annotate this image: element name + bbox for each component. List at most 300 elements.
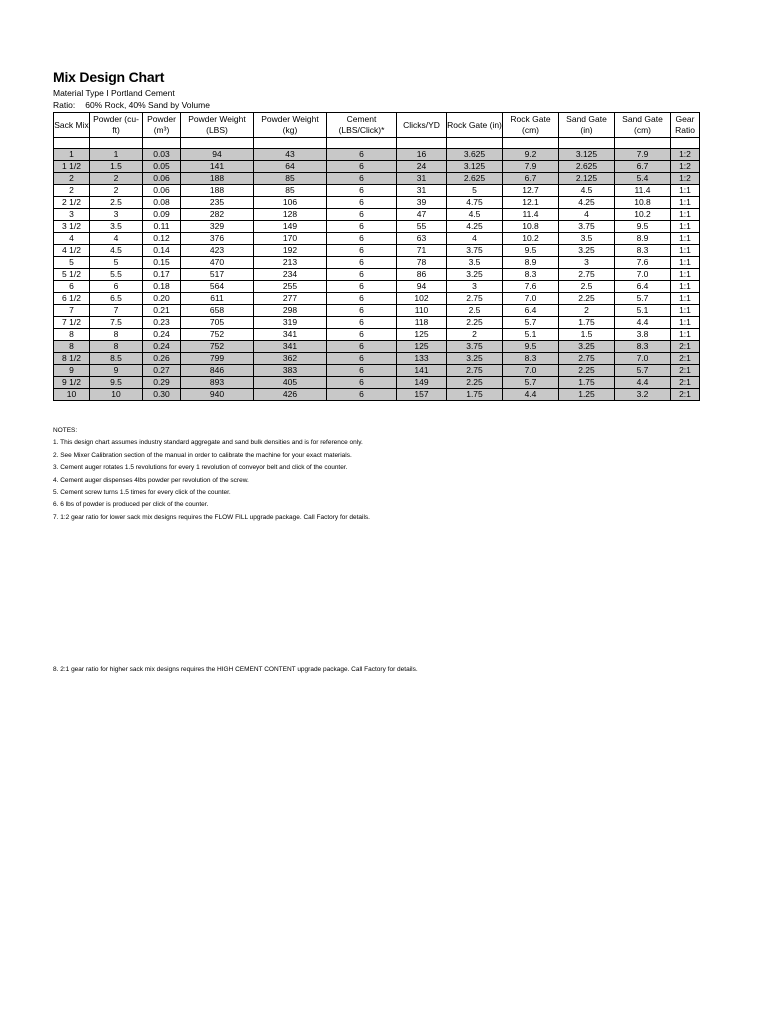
table-cell: 9.5 <box>503 341 559 353</box>
table-cell: 2 <box>90 185 143 197</box>
table-cell: 2.75 <box>447 365 503 377</box>
table-cell: 0.06 <box>143 173 181 185</box>
table-cell: 5 <box>447 185 503 197</box>
table-cell: 4 <box>447 233 503 245</box>
note-item: 2. See Mixer Calibration section of the manual in order to calibrate the machine for your exact materials. <box>53 451 352 459</box>
table-cell: 5 1/2 <box>54 269 90 281</box>
table-cell: 1.75 <box>559 317 615 329</box>
column-header: Powder (cu-ft) <box>90 113 143 138</box>
table-cell: 3.5 <box>559 233 615 245</box>
table-cell: 752 <box>181 329 254 341</box>
table-row <box>54 209 700 221</box>
table-cell: 1:1 <box>671 185 700 197</box>
table-cell: 3.75 <box>559 221 615 233</box>
table-cell: 4.25 <box>559 197 615 209</box>
table-cell: 1:2 <box>671 161 700 173</box>
table-cell: 11.4 <box>503 209 559 221</box>
table-cell: 752 <box>181 341 254 353</box>
table-cell: 10.8 <box>503 221 559 233</box>
table-cell: 1:1 <box>671 317 700 329</box>
table-cell: 5 <box>90 257 143 269</box>
column-header: Gear Ratio <box>671 113 700 138</box>
table-cell: 86 <box>397 269 447 281</box>
note-item: 6. 6 lbs of powder is produced per click of the counter. <box>53 501 209 509</box>
notes-section <box>53 425 370 524</box>
header-row <box>54 113 700 138</box>
table-cell: 383 <box>254 365 327 377</box>
table-cell: 11.4 <box>615 185 671 197</box>
table-cell: 1:1 <box>671 245 700 257</box>
table-cell: 1:1 <box>671 209 700 221</box>
table-cell: 8.3 <box>503 353 559 365</box>
table-cell: 5 <box>54 257 90 269</box>
table-cell: 2:1 <box>671 365 700 377</box>
table-cell: 39 <box>397 197 447 209</box>
table-cell: 611 <box>181 293 254 305</box>
table-cell: 5.7 <box>615 365 671 377</box>
table-cell: 141 <box>181 161 254 173</box>
table-cell: 6 <box>327 173 397 185</box>
table-cell: 3.8 <box>615 329 671 341</box>
table-cell: 3 <box>447 281 503 293</box>
column-header: Rock Gate (cm) <box>503 113 559 138</box>
table-cell: 128 <box>254 209 327 221</box>
table-cell: 8.3 <box>503 269 559 281</box>
table-cell: 1:1 <box>671 293 700 305</box>
table-cell: 7.0 <box>503 365 559 377</box>
table-cell: 6.7 <box>503 173 559 185</box>
table-cell: 8.9 <box>503 257 559 269</box>
table-cell: 2 <box>54 173 90 185</box>
table-cell: 0.29 <box>143 377 181 389</box>
table-cell: 6 <box>327 377 397 389</box>
note-8: 8. 2:1 gear ratio for higher sack mix designs requires the HIGH CEMENT CONTENT upgrade package. Call Factory for details. <box>53 666 418 673</box>
table-cell: 7 1/2 <box>54 317 90 329</box>
table-cell: 2.25 <box>559 293 615 305</box>
table-cell: 6 <box>327 353 397 365</box>
mix-design-table <box>53 112 700 401</box>
table-cell: 10 <box>90 389 143 401</box>
table-cell: 6.4 <box>615 281 671 293</box>
column-header: Sack Mix <box>54 113 90 138</box>
table-cell: 7.9 <box>615 149 671 161</box>
ratio-value: 60% Rock, 40% Sand by Volume <box>85 100 210 110</box>
table-cell: 71 <box>397 245 447 257</box>
table-cell: 9 <box>54 365 90 377</box>
table-cell: 423 <box>181 245 254 257</box>
table-cell: 6.4 <box>503 305 559 317</box>
table-row <box>54 293 700 305</box>
table-cell: 2:1 <box>671 389 700 401</box>
table-cell: 3.25 <box>559 341 615 353</box>
notes-heading: NOTES: <box>53 427 78 434</box>
table-cell: 3.25 <box>447 353 503 365</box>
table-cell: 2.75 <box>447 293 503 305</box>
table-cell: 5.1 <box>503 329 559 341</box>
table-cell: 277 <box>254 293 327 305</box>
table-cell: 376 <box>181 233 254 245</box>
table-cell: 2.75 <box>559 353 615 365</box>
table-cell: 1.25 <box>559 389 615 401</box>
table-cell: 6.5 <box>90 293 143 305</box>
table-cell: 7.0 <box>615 269 671 281</box>
table-cell: 6 <box>327 257 397 269</box>
table-cell: 133 <box>397 353 447 365</box>
table-cell: 0.17 <box>143 269 181 281</box>
table-cell: 7.9 <box>503 161 559 173</box>
table-cell: 8.3 <box>615 245 671 257</box>
table-cell: 0.26 <box>143 353 181 365</box>
table-cell: 1 <box>90 149 143 161</box>
table-cell: 188 <box>181 185 254 197</box>
table-cell: 1:1 <box>671 197 700 209</box>
table-cell: 7.0 <box>615 353 671 365</box>
table-cell: 9 <box>90 365 143 377</box>
table-cell: 141 <box>397 365 447 377</box>
table-cell: 2 <box>90 173 143 185</box>
table-row <box>54 305 700 317</box>
table-cell: 8 <box>54 341 90 353</box>
table-cell: 10 <box>54 389 90 401</box>
table-cell: 0.06 <box>143 185 181 197</box>
table-cell: 0.05 <box>143 161 181 173</box>
table-cell: 8 <box>54 329 90 341</box>
table-row <box>54 353 700 365</box>
table-cell: 235 <box>181 197 254 209</box>
table-cell: 8.5 <box>90 353 143 365</box>
table-cell: 7 <box>90 305 143 317</box>
table-cell: 6 <box>327 269 397 281</box>
table-cell: 4.75 <box>447 197 503 209</box>
table-cell: 125 <box>397 341 447 353</box>
table-cell: 125 <box>397 329 447 341</box>
table-cell: 282 <box>181 209 254 221</box>
table-cell: 9.5 <box>615 221 671 233</box>
table-cell: 213 <box>254 257 327 269</box>
table-cell: 64 <box>254 161 327 173</box>
table-cell: 1:1 <box>671 221 700 233</box>
table-cell: 10.2 <box>615 209 671 221</box>
column-header: Clicks/YD <box>397 113 447 138</box>
table-row <box>54 341 700 353</box>
table-cell: 8.9 <box>615 233 671 245</box>
table-cell: 2.25 <box>447 317 503 329</box>
table-cell: 43 <box>254 149 327 161</box>
table-cell: 940 <box>181 389 254 401</box>
table-cell: 2.5 <box>90 197 143 209</box>
table-cell: 7.6 <box>503 281 559 293</box>
table-cell: 1.5 <box>90 161 143 173</box>
table-cell: 1:2 <box>671 149 700 161</box>
table-cell: 3 1/2 <box>54 221 90 233</box>
table-cell: 12.1 <box>503 197 559 209</box>
table-cell: 6 <box>327 329 397 341</box>
table-row <box>54 197 700 209</box>
table-cell: 192 <box>254 245 327 257</box>
column-header: Powder Weight (kg) <box>254 113 327 138</box>
table-cell: 1.5 <box>559 329 615 341</box>
table-cell: 319 <box>254 317 327 329</box>
table-cell: 6 1/2 <box>54 293 90 305</box>
table-cell: 170 <box>254 233 327 245</box>
table-cell: 2 <box>559 305 615 317</box>
page-title: Mix Design Chart <box>53 69 165 85</box>
table-cell: 47 <box>397 209 447 221</box>
table-cell: 6 <box>327 161 397 173</box>
table-cell: 0.14 <box>143 245 181 257</box>
table-cell: 16 <box>397 149 447 161</box>
table-row <box>54 149 700 161</box>
table-cell: 1.75 <box>559 377 615 389</box>
table-cell: 6 <box>327 281 397 293</box>
table-cell: 12.7 <box>503 185 559 197</box>
table-cell: 1.75 <box>447 389 503 401</box>
column-header: Cement (LBS/Click)* <box>327 113 397 138</box>
table-cell: 6 <box>327 341 397 353</box>
table-cell: 85 <box>254 185 327 197</box>
table-cell: 2.125 <box>559 173 615 185</box>
table-cell: 3.25 <box>447 269 503 281</box>
table-cell: 2.5 <box>559 281 615 293</box>
table-cell: 78 <box>397 257 447 269</box>
table-cell: 255 <box>254 281 327 293</box>
table-cell: 8 <box>90 341 143 353</box>
table-cell: 3.75 <box>447 245 503 257</box>
table-cell: 6 <box>327 197 397 209</box>
table-cell: 2.75 <box>559 269 615 281</box>
table-cell: 1:2 <box>671 173 700 185</box>
table-cell: 2 1/2 <box>54 197 90 209</box>
table-cell: 6.7 <box>615 161 671 173</box>
table-cell: 149 <box>397 377 447 389</box>
table-cell: 0.18 <box>143 281 181 293</box>
table-cell: 341 <box>254 329 327 341</box>
note-item: 5. Cement screw turns 1.5 times for every click of the counter. <box>53 489 231 497</box>
table-cell: 8.3 <box>615 341 671 353</box>
table-cell: 4 1/2 <box>54 245 90 257</box>
table-cell: 846 <box>181 365 254 377</box>
table-cell: 4 <box>90 233 143 245</box>
column-header: Sand Gate (in) <box>559 113 615 138</box>
table-cell: 10.8 <box>615 197 671 209</box>
table-row <box>54 329 700 341</box>
table-cell: 3.625 <box>447 149 503 161</box>
table-cell: 1:1 <box>671 233 700 245</box>
table-cell: 1:1 <box>671 269 700 281</box>
table-row <box>54 317 700 329</box>
table-row <box>54 257 700 269</box>
table-cell: 1 1/2 <box>54 161 90 173</box>
table-cell: 3.5 <box>90 221 143 233</box>
table-body <box>54 138 700 401</box>
table-cell: 705 <box>181 317 254 329</box>
table-cell: 2:1 <box>671 353 700 365</box>
note-item: 3. Cement auger rotates 1.5 revolutions for every 1 revolution of conveyor belt and click of the counter. <box>53 464 348 472</box>
note-item: 7. 1:2 gear ratio for lower sack mix designs requires the FLOW FILL upgrade package. Call Factory for details. <box>53 513 370 521</box>
table-row <box>54 173 700 185</box>
table-cell: 6 <box>327 233 397 245</box>
table-cell: 94 <box>181 149 254 161</box>
table-cell: 6 <box>327 245 397 257</box>
table-cell: 94 <box>397 281 447 293</box>
table-cell: 9.5 <box>503 245 559 257</box>
table-cell: 0.11 <box>143 221 181 233</box>
column-header: Sand Gate (cm) <box>615 113 671 138</box>
table-cell: 9 1/2 <box>54 377 90 389</box>
table-cell: 7 <box>54 305 90 317</box>
table-cell: 55 <box>397 221 447 233</box>
table-cell: 188 <box>181 173 254 185</box>
table-cell: 3.2 <box>615 389 671 401</box>
table-cell: 893 <box>181 377 254 389</box>
column-header: Powder (m³) <box>143 113 181 138</box>
table-cell: 7.0 <box>503 293 559 305</box>
table-cell: 3.25 <box>559 245 615 257</box>
table-cell: 6 <box>327 305 397 317</box>
table-cell: 4.5 <box>559 185 615 197</box>
table-cell: 4 <box>54 233 90 245</box>
table-cell: 8 1/2 <box>54 353 90 365</box>
table-cell: 7.5 <box>90 317 143 329</box>
table-cell: 5.1 <box>615 305 671 317</box>
table-cell: 3 <box>559 257 615 269</box>
table-cell: 6 <box>327 317 397 329</box>
table-cell: 5.7 <box>503 317 559 329</box>
table-cell: 0.03 <box>143 149 181 161</box>
table-cell: 5.7 <box>503 377 559 389</box>
table-cell: 0.15 <box>143 257 181 269</box>
table-cell: 5.7 <box>615 293 671 305</box>
table-cell: 6 <box>327 149 397 161</box>
table-cell: 6 <box>327 185 397 197</box>
table-cell: 3 <box>54 209 90 221</box>
table-cell: 118 <box>397 317 447 329</box>
table-cell: 9.2 <box>503 149 559 161</box>
table-cell: 63 <box>397 233 447 245</box>
ratio-label: Ratio: <box>53 100 76 110</box>
table-cell: 1:1 <box>671 257 700 269</box>
table-cell: 2.5 <box>447 305 503 317</box>
table-row <box>54 389 700 401</box>
column-header: Powder Weight (LBS) <box>181 113 254 138</box>
table-cell: 110 <box>397 305 447 317</box>
table-cell: 2:1 <box>671 377 700 389</box>
table-cell: 106 <box>254 197 327 209</box>
table-row <box>54 365 700 377</box>
table-row <box>54 269 700 281</box>
table-row <box>54 233 700 245</box>
table-cell: 1:1 <box>671 329 700 341</box>
table-cell: 85 <box>254 173 327 185</box>
table-cell: 234 <box>254 269 327 281</box>
table-cell: 298 <box>254 305 327 317</box>
ratio-line <box>53 100 210 110</box>
table-cell: 6 <box>327 365 397 377</box>
table-cell: 2:1 <box>671 341 700 353</box>
table-cell: 1 <box>54 149 90 161</box>
table-cell: 102 <box>397 293 447 305</box>
table-cell: 3 <box>90 209 143 221</box>
table-cell: 4.4 <box>615 317 671 329</box>
table-cell: 24 <box>397 161 447 173</box>
table-cell: 4.5 <box>447 209 503 221</box>
table-cell: 0.20 <box>143 293 181 305</box>
table-cell: 4.5 <box>90 245 143 257</box>
table-cell: 4.4 <box>503 389 559 401</box>
table-cell: 2.625 <box>559 161 615 173</box>
table-cell: 3.5 <box>447 257 503 269</box>
table-cell: 6 <box>327 389 397 401</box>
table-cell: 4.4 <box>615 377 671 389</box>
table-cell: 799 <box>181 353 254 365</box>
table-row <box>54 221 700 233</box>
table-cell: 6 <box>327 293 397 305</box>
table-cell: 6 <box>327 209 397 221</box>
table-cell: 0.09 <box>143 209 181 221</box>
table-cell: 9.5 <box>90 377 143 389</box>
table-cell: 4 <box>559 209 615 221</box>
table-cell: 564 <box>181 281 254 293</box>
table-cell: 0.08 <box>143 197 181 209</box>
table-cell: 3.75 <box>447 341 503 353</box>
table-row <box>54 185 700 197</box>
table-cell: 3.125 <box>447 161 503 173</box>
notes-list <box>53 437 370 524</box>
table-cell: 0.27 <box>143 365 181 377</box>
table-cell: 8 <box>90 329 143 341</box>
table-cell: 7.6 <box>615 257 671 269</box>
material-line: Material Type I Portland Cement <box>53 88 175 98</box>
table-cell: 2.625 <box>447 173 503 185</box>
table-cell: 157 <box>397 389 447 401</box>
table-cell: 0.30 <box>143 389 181 401</box>
table-cell: 31 <box>397 185 447 197</box>
table-cell: 658 <box>181 305 254 317</box>
note-item: 4. Cement auger dispenses 4lbs powder per revolution of the screw. <box>53 476 249 484</box>
table-cell: 362 <box>254 353 327 365</box>
table-cell: 1:1 <box>671 305 700 317</box>
column-header: Rock Gate (in) <box>447 113 503 138</box>
table-cell: 10.2 <box>503 233 559 245</box>
table-cell: 1:1 <box>671 281 700 293</box>
table-cell: 4.25 <box>447 221 503 233</box>
table-cell: 6 <box>54 281 90 293</box>
table-row <box>54 245 700 257</box>
table-cell: 0.12 <box>143 233 181 245</box>
table-cell: 31 <box>397 173 447 185</box>
table-cell: 2 <box>54 185 90 197</box>
table-cell: 5.4 <box>615 173 671 185</box>
table-row <box>54 377 700 389</box>
note-item: 1. This design chart assumes industry standard aggregate and sand bulk densities and is for reference only. <box>53 439 363 447</box>
table-row <box>54 161 700 173</box>
table-cell: 5.5 <box>90 269 143 281</box>
table-cell: 341 <box>254 341 327 353</box>
spacer-row <box>54 138 700 149</box>
table-cell: 0.24 <box>143 341 181 353</box>
table-cell: 0.21 <box>143 305 181 317</box>
table-cell: 470 <box>181 257 254 269</box>
table-row <box>54 281 700 293</box>
table-cell: 329 <box>181 221 254 233</box>
table-cell: 149 <box>254 221 327 233</box>
table-cell: 3.125 <box>559 149 615 161</box>
table-cell: 2.25 <box>447 377 503 389</box>
table-cell: 405 <box>254 377 327 389</box>
table-cell: 517 <box>181 269 254 281</box>
table-cell: 0.23 <box>143 317 181 329</box>
table-cell: 6 <box>327 221 397 233</box>
